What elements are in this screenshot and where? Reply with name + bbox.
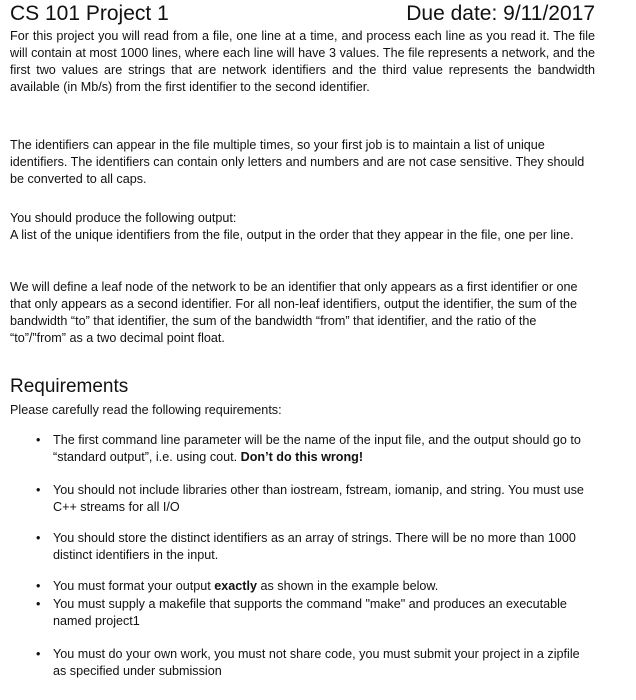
requirement-text: You must format your output <box>53 579 211 593</box>
bullet-icon: • <box>36 579 41 593</box>
page-title: CS 101 Project 1 <box>10 2 169 25</box>
bullet-icon: • <box>36 597 41 611</box>
emphasis-text: exactly <box>214 579 257 593</box>
requirements-heading: Requirements <box>10 376 129 397</box>
requirement-text: The first command line parameter will be the name of the input file, and the output should go to “standard output”, i.e. using cout. <box>53 433 581 464</box>
list-item-text: You must supply a makefile that supports the command "make" and produces an executable named project1 <box>53 597 567 628</box>
bullet-icon: • <box>36 647 41 661</box>
requirements-intro: Please carefully read the following requirements: <box>10 403 282 417</box>
warning-text: Don’t do this wrong! <box>240 450 364 464</box>
requirement-text: as shown in the example below. <box>260 579 439 593</box>
list-item-text <box>53 578 593 595</box>
intro-paragraph-2: The identifiers can appear in the file multiple times, so your first job is to maintain a list of unique identifiers. The identifiers can contain only letters and numbers and are not case sensitive. They should be converted to all caps. <box>10 138 585 186</box>
output-label: You should produce the following output: <box>10 211 237 225</box>
due-date: Due date: 9/11/2017 <box>406 2 595 25</box>
bullet-icon: • <box>36 433 41 447</box>
bullet-icon: • <box>36 531 41 545</box>
list-item-text: You should not include libraries other than iostream, fstream, iomanip, and string. You must use C++ streams for all I/O <box>53 483 584 514</box>
list-item-text <box>53 432 593 466</box>
output-description: A list of the unique identifiers from the file, output in the order that they appear in the file, one per line. <box>10 228 574 242</box>
list-item-text: You must do your own work, you must not share code, you must submit your project in a zipfile as specified under submission <box>53 647 580 678</box>
intro-paragraph-1: For this project you will read from a file, one line at a time, and process each line as you read it. The file will contain at most 1000 lines, where each line will have 3 values. The file represents a network, and the first two values are strings that are network identifiers and the third value represents the bandwidth available (in Mb/s) from the first identifier to the second identifier. <box>10 29 595 94</box>
header <box>10 2 595 28</box>
bullet-icon: • <box>36 483 41 497</box>
list-item-text: You should store the distinct identifiers as an array of strings. There will be no more than 1000 distinct identifiers in the input. <box>53 531 576 562</box>
leaf-node-paragraph: We will define a leaf node of the network to be an identifier that only appears as a first identifier or one that only appears as a second identifier. For all non-leaf identifiers, output the identifier, the sum of the bandwidth “to” that identifier, the sum of the bandwidth “from” that identifier, and the ratio of the “to”/”from” as a two decimal point float. <box>10 280 578 345</box>
